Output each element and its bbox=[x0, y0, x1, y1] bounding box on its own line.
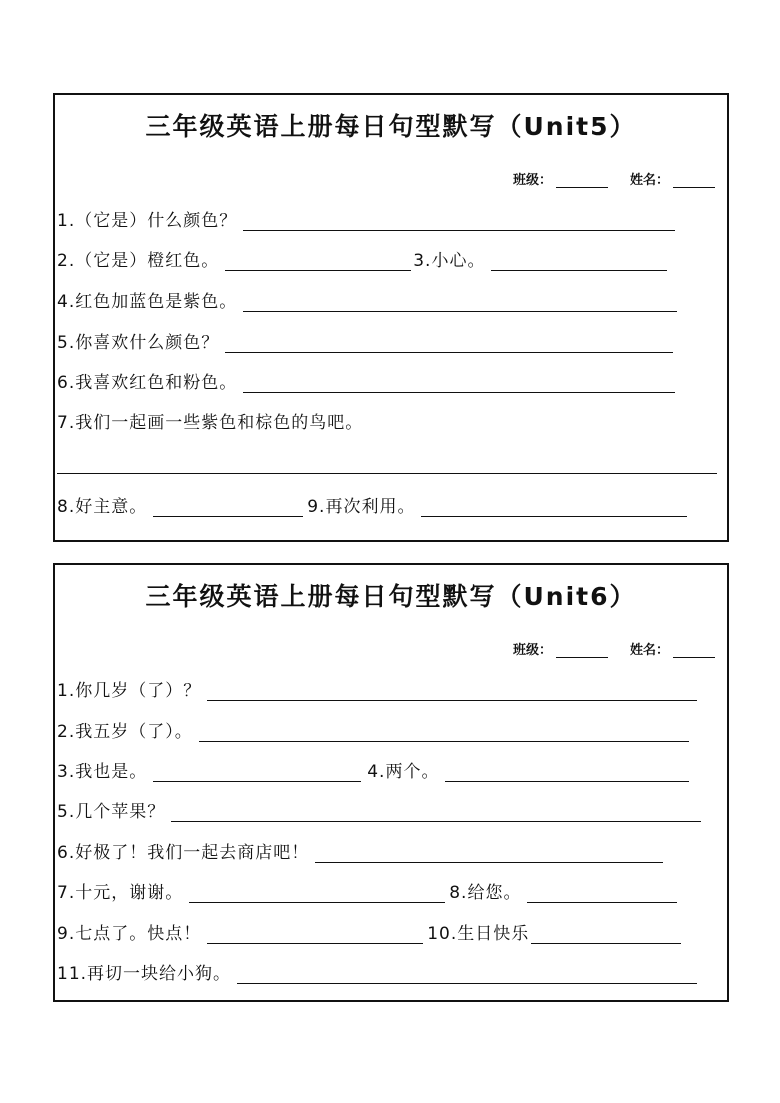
question-row bbox=[57, 958, 697, 984]
worksheet-card-unit5 bbox=[53, 93, 729, 542]
class-label: 班级： bbox=[512, 643, 552, 658]
question-row bbox=[57, 918, 681, 944]
question-text: 6.我喜欢红色和粉色。 bbox=[57, 373, 238, 393]
question-row bbox=[57, 286, 677, 312]
question-row bbox=[57, 245, 667, 271]
question-row bbox=[57, 716, 689, 742]
question-text: 1.你几岁（了）？ bbox=[57, 681, 202, 701]
answer-line[interactable] bbox=[491, 252, 667, 271]
answer-line[interactable] bbox=[421, 498, 687, 517]
question-row bbox=[57, 675, 697, 701]
question-row bbox=[57, 367, 675, 393]
answer-line[interactable] bbox=[189, 884, 445, 903]
question-text: 5.几个苹果？ bbox=[57, 802, 166, 822]
answer-line[interactable] bbox=[243, 212, 675, 231]
question-row bbox=[57, 327, 673, 353]
question-text: 11.再切一块给小狗。 bbox=[57, 964, 232, 984]
question-text: 8.好主意。 bbox=[57, 497, 148, 517]
class-blank[interactable] bbox=[556, 643, 608, 658]
question-text: 4.两个。 bbox=[367, 762, 440, 782]
answer-line[interactable] bbox=[153, 763, 361, 782]
question-text: 1.（它是）什么颜色？ bbox=[57, 211, 238, 231]
answer-line[interactable] bbox=[445, 763, 689, 782]
answer-line[interactable] bbox=[171, 803, 701, 822]
class-label: 班级： bbox=[512, 173, 552, 188]
question-text: 6.好极了！我们一起去商店吧！ bbox=[57, 843, 310, 863]
question-row bbox=[57, 205, 675, 231]
answer-line[interactable] bbox=[527, 884, 677, 903]
answer-line[interactable] bbox=[531, 925, 681, 944]
answer-line[interactable] bbox=[207, 682, 697, 701]
answer-line[interactable] bbox=[207, 925, 423, 944]
question-text: 4.红色加蓝色是紫色。 bbox=[57, 292, 238, 312]
question-text: 7.十元，谢谢。 bbox=[57, 883, 184, 903]
card-title: 三年级英语上册每日句型默写（Unit5） bbox=[145, 112, 637, 141]
question-text: 2.（它是）橙红色。 bbox=[57, 251, 220, 271]
class-blank[interactable] bbox=[556, 173, 608, 188]
question-row bbox=[57, 491, 687, 517]
answer-line[interactable] bbox=[225, 252, 411, 271]
name-label: 姓名： bbox=[629, 643, 669, 658]
worksheet-card-unit6 bbox=[53, 563, 729, 1002]
answer-line[interactable] bbox=[315, 844, 663, 863]
question-text: 8.给您。 bbox=[449, 883, 522, 903]
question-row bbox=[57, 756, 689, 782]
question-row bbox=[57, 796, 701, 822]
answer-line[interactable] bbox=[153, 498, 303, 517]
question-text: 9.再次利用。 bbox=[307, 497, 416, 517]
name-label: 姓名： bbox=[629, 173, 669, 188]
question-text: 9.七点了。快点！ bbox=[57, 924, 202, 944]
question-row bbox=[57, 837, 663, 863]
question-text: 3.我也是。 bbox=[57, 762, 148, 782]
card-title: 三年级英语上册每日句型默写（Unit6） bbox=[145, 582, 637, 611]
name-blank[interactable] bbox=[673, 643, 715, 658]
class-name-fields bbox=[513, 169, 715, 188]
question-text: 10.生日快乐 bbox=[427, 924, 530, 944]
question-row bbox=[57, 407, 363, 433]
class-name-fields bbox=[513, 639, 715, 658]
answer-line[interactable] bbox=[199, 723, 689, 742]
question-text: 2.我五岁（了）。 bbox=[57, 722, 193, 742]
answer-line[interactable] bbox=[243, 374, 675, 393]
answer-line[interactable] bbox=[243, 293, 677, 312]
answer-line[interactable] bbox=[225, 334, 673, 353]
answer-line[interactable] bbox=[57, 473, 717, 474]
question-text: 5.你喜欢什么颜色？ bbox=[57, 333, 220, 353]
name-blank[interactable] bbox=[673, 173, 715, 188]
question-row bbox=[57, 877, 677, 903]
question-text: 3.小心。 bbox=[413, 251, 486, 271]
question-text: 7.我们一起画一些紫色和棕色的鸟吧。 bbox=[57, 413, 364, 433]
answer-line[interactable] bbox=[237, 965, 697, 984]
